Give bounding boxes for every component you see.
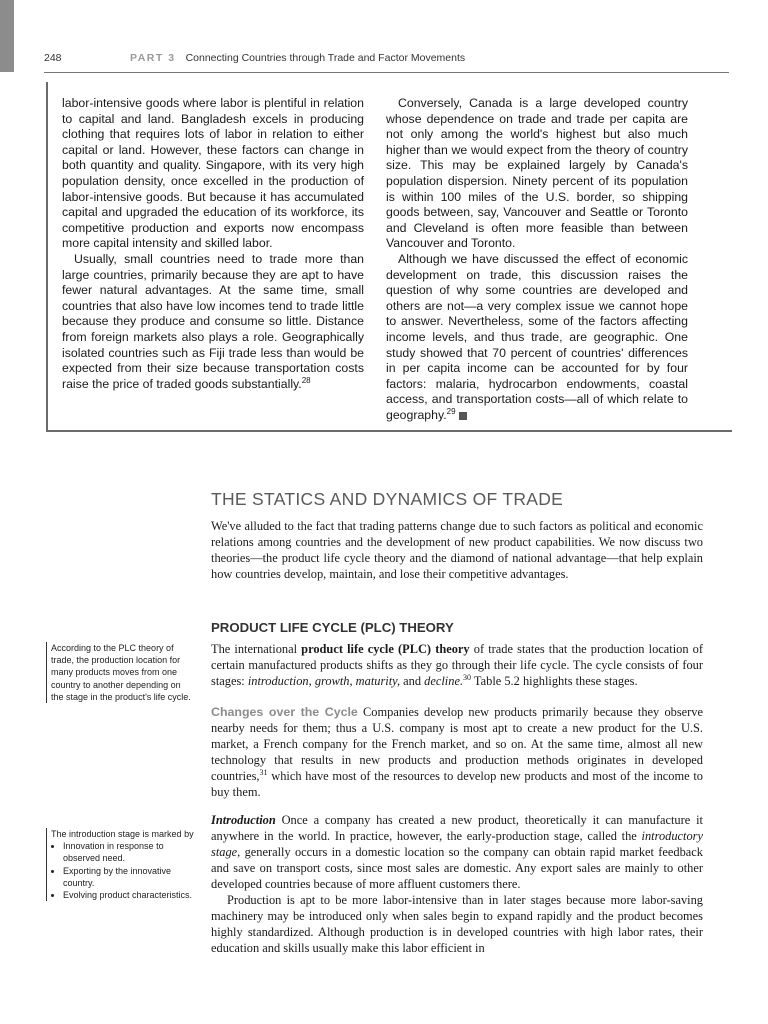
end-of-box-marker bbox=[459, 412, 467, 420]
plc-definition-paragraph bbox=[211, 641, 703, 689]
introduction-text-a: Once a company has created a new product, theoretically it can manufacture it anywhere in the world. In practice, however, the early-production stage, called the bbox=[211, 813, 703, 843]
introduction-heading: Introduction bbox=[211, 813, 276, 827]
changes-text-b: which have most of the resources to develop new products and most of the income to buy them. bbox=[211, 769, 703, 799]
margin-note-plc-text: According to the PLC theory of trade, the production location for many products moves from one country to another depending on the stage in the product's life cycle. bbox=[51, 643, 191, 702]
footnote-ref-28: 28 bbox=[301, 375, 311, 385]
page-edge-tab bbox=[0, 0, 14, 72]
margin-note-introduction bbox=[46, 828, 195, 901]
footnote-ref-29: 29 bbox=[446, 406, 456, 416]
box-left-paragraph-2-text: Usually, small countries need to trade more than large countries, primarily because they are apt to have fewer natural advantages. At the same time, small countries that also have low incomes tend to trade little because they produce and consume so little. Distance from foreign markets also plays a role. Geographically isolated countries such as Fiji trade less than would be expected from their size because transportation costs raise the price of traded goods substantially. bbox=[62, 251, 364, 391]
header-rule bbox=[44, 72, 729, 73]
margin-note-item: • Exporting by the innovative country. bbox=[63, 865, 195, 889]
footnote-ref-31: 31 bbox=[259, 767, 268, 777]
box-left-column bbox=[62, 96, 364, 392]
plc-stages: introduction, growth, maturity, bbox=[247, 674, 401, 688]
introductory-stage-term: introductory stage, bbox=[211, 829, 703, 859]
plc-text-d: Table 5.2 highlights these stages. bbox=[471, 674, 638, 688]
changes-text-a: Companies develop new products primarily because they observe nearby needs for them; thus a U.S. company is most apt to create a new product for the U.S. market, a French company for the French market, and so on. At the same time, almost all new technology that results in new products and production methods originates in developed countries, bbox=[211, 705, 703, 783]
plc-key-term: product life cycle (PLC) theory bbox=[301, 642, 470, 656]
chapter-title: Connecting Countries through Trade and Factor Movements bbox=[185, 52, 466, 64]
plc-text-a: The international bbox=[211, 642, 302, 656]
production-paragraph: Production is apt to be more labor-intensive than in later stages because more labor-saving machinery may be introduced only when sales begin to expand rapidly and the product becomes highly standardized. Although production is in developed countries with high labor rates, their education and skills usually make this labor efficient in bbox=[211, 893, 703, 955]
margin-note-plc bbox=[46, 642, 195, 703]
box-right-paragraph-2 bbox=[386, 252, 688, 424]
plc-last-stage: decline. bbox=[424, 674, 464, 688]
margin-note-item: • Innovation in response to observed need. bbox=[63, 840, 195, 864]
box-right-paragraph-2-text: Although we have discussed the effect of economic development on trade, this discussion raises the question of why some countries are developed and others are not—a very complex issue we cannot hope to answer. Nevertheless, some of the factors affecting income levels, and thus trade, are geographic. One study showed that 70 percent of countries' differences in per capita income can be accounted for by four factors: malaria, hydrocarbon endowments, coastal access, and transportation costs—all of which relate to geography. bbox=[386, 251, 688, 422]
changes-paragraph bbox=[211, 704, 703, 800]
box-right-paragraph-1: Conversely, Canada is a large developed country whose dependence on trade and trade per capita are not only among the world's highest but also much higher than we would expect from the theory of country size. This may be explained largely by Canada's population dispersion. Ninety percent of its population is within 100 miles of the U.S. border, so shipping goods between, say, Vancouver and Seattle or Toronto and Cleveland is often more feasible than between Vancouver and Toronto. bbox=[386, 96, 688, 251]
changes-heading: Changes over the Cycle bbox=[211, 705, 358, 719]
introduction-text-b: generally occurs in a domestic location so the company can obtain rapid market feedback and save on transport costs, since most sales are domestic. Any export sales are mainly to other developed countries because of more affluent customers there. bbox=[211, 845, 703, 891]
footnote-ref-30: 30 bbox=[463, 672, 472, 682]
margin-note-item: • Evolving product characteristics. bbox=[63, 889, 195, 901]
introduction-stage-paragraphs bbox=[211, 812, 703, 956]
box-left-paragraph-2 bbox=[62, 252, 364, 392]
running-header bbox=[44, 52, 724, 64]
plc-subsection-title: PRODUCT LIFE CYCLE (PLC) THEORY bbox=[211, 620, 454, 635]
plc-text-c: and bbox=[400, 674, 425, 688]
margin-note-introduction-list bbox=[51, 840, 195, 901]
margin-note-introduction-title: The introduction stage is marked by bbox=[51, 829, 194, 839]
plc-text-b: of trade states that the production location of certain manufactured products shifts as they go through their life cycle. The cycle consists of four stages: bbox=[211, 642, 704, 688]
section-intro-text: We've alluded to the fact that trading patterns change due to such factors as political and economic relations among countries and the development of new product capabilities. We now discuss two theories—the product life cycle theory and the diamond of national advantage—that help explain how countries develop, maintain, and lose their competitive advantages. bbox=[211, 519, 703, 581]
page-number: 248 bbox=[44, 52, 62, 64]
box-left-paragraph-1: labor-intensive goods where labor is plentiful in relation to capital and land. Bangladesh excels in producing clothing that requires lots of labor in relation to either capital or land. However, these factors can change in both quantity and quality. Singapore, with its very high population density, once excelled in the production of labor-intensive goods. But because it has accumulated capital and upgraded the education of its workforce, its competitive production and exports now encompass more capital intensity and skilled labor. bbox=[62, 96, 364, 251]
section-intro bbox=[211, 518, 703, 582]
section-title: THE STATICS AND DYNAMICS OF TRADE bbox=[211, 489, 564, 509]
part-label: PART 3 bbox=[130, 52, 176, 64]
box-right-column bbox=[386, 96, 688, 423]
